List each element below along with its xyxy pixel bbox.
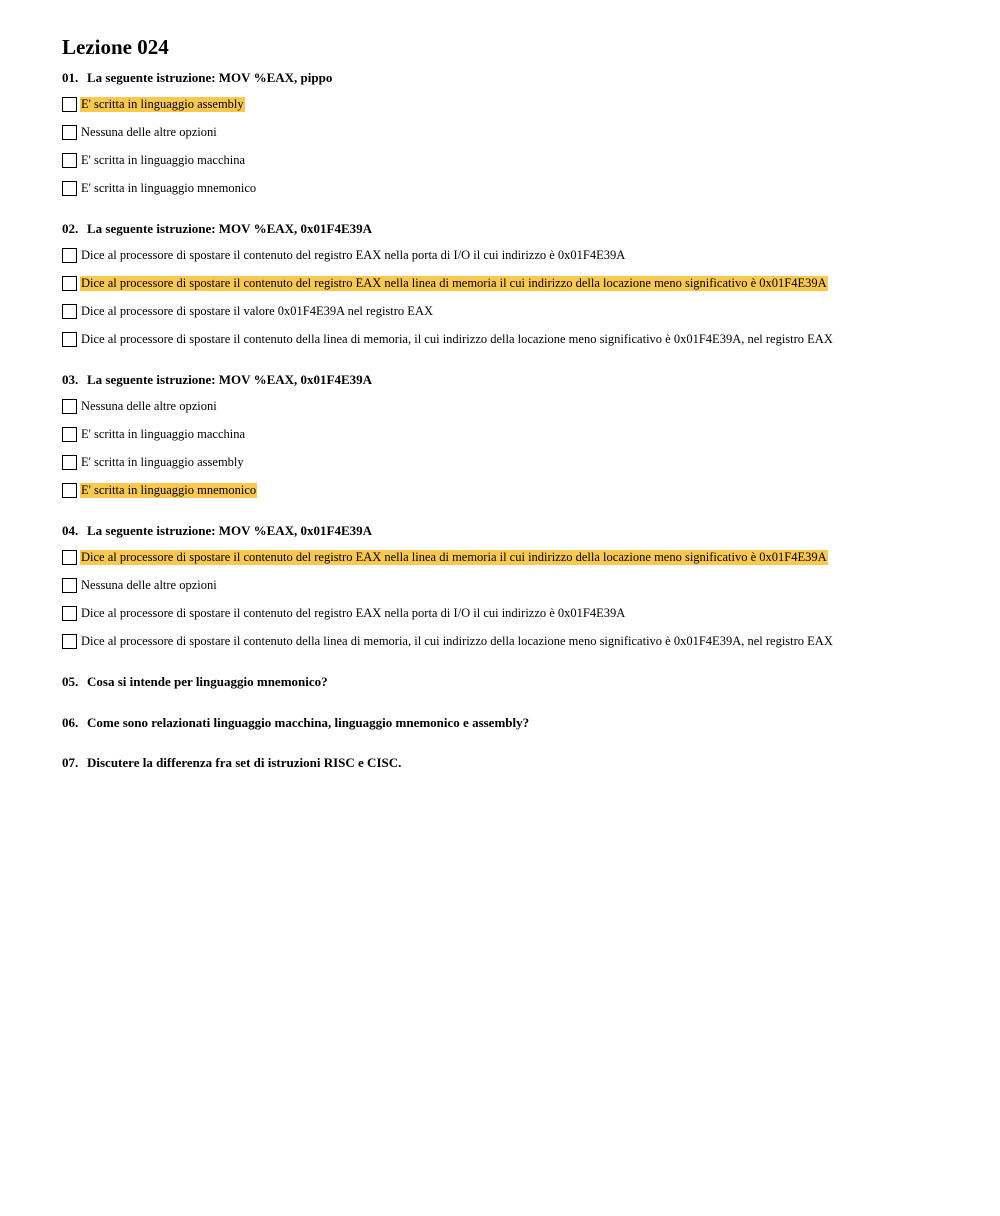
- checkbox[interactable]: [62, 399, 77, 414]
- checkbox[interactable]: [62, 455, 77, 470]
- option-text: E' scritta in linguaggio mnemonico: [81, 483, 257, 497]
- question-number: 01.: [62, 70, 79, 85]
- option-text: E' scritta in linguaggio macchina: [81, 153, 246, 167]
- option-text: Nessuna delle altre opzioni: [81, 578, 217, 592]
- option-text: Dice al processore di spostare il contenuto della linea di memoria, il cui indirizzo della locazione meno significativo è 0x01F4E39A, nel registro EAX: [81, 634, 833, 648]
- question-number: 06.: [62, 715, 79, 730]
- checkbox[interactable]: [62, 427, 77, 442]
- checkbox[interactable]: [62, 153, 77, 168]
- option-text: E' scritta in linguaggio assembly: [81, 97, 244, 111]
- question-heading: [62, 715, 529, 731]
- question-number: 07.: [62, 755, 79, 770]
- checkbox[interactable]: [62, 578, 77, 593]
- option-text: Nessuna delle altre opzioni: [81, 125, 217, 139]
- option-text: Dice al processore di spostare il contenuto del registro EAX nella porta di I/O il cui indirizzo è 0x01F4E39A: [81, 248, 626, 262]
- checkbox[interactable]: [62, 125, 77, 140]
- checkbox[interactable]: [62, 248, 77, 263]
- option-text: Dice al processore di spostare il contenuto del registro EAX nella linea di memoria il cui indirizzo della locazione meno significativo è 0x01F4E39A: [81, 276, 827, 290]
- question-heading: [62, 674, 328, 690]
- question-heading: [62, 70, 332, 86]
- option-text: Nessuna delle altre opzioni: [81, 399, 217, 413]
- checkbox[interactable]: [62, 634, 77, 649]
- option-text: Dice al processore di spostare il contenuto del registro EAX nella linea di memoria il cui indirizzo della locazione meno significativo è 0x01F4E39A: [81, 550, 827, 564]
- checkbox[interactable]: [62, 483, 77, 498]
- checkbox[interactable]: [62, 332, 77, 347]
- option-text: E' scritta in linguaggio mnemonico: [81, 181, 257, 195]
- question-text: La seguente istruzione: MOV %EAX, 0x01F4E39A: [87, 523, 373, 538]
- option-text: Dice al processore di spostare il valore 0x01F4E39A nel registro EAX: [81, 304, 433, 318]
- question-number: 03.: [62, 372, 79, 387]
- lesson-title: Lezione 024: [62, 35, 169, 59]
- question-heading: [62, 523, 372, 539]
- question-text: Discutere la differenza fra set di istruzioni RISC e CISC.: [87, 755, 402, 770]
- question-text: Cosa si intende per linguaggio mnemonico?: [87, 674, 328, 689]
- question-heading: [62, 372, 372, 388]
- checkbox[interactable]: [62, 181, 77, 196]
- checkbox[interactable]: [62, 97, 77, 112]
- question-heading: [62, 755, 401, 771]
- question-text: La seguente istruzione: MOV %EAX, 0x01F4E39A: [87, 372, 373, 387]
- question-number: 02.: [62, 221, 79, 236]
- question-heading: [62, 221, 372, 237]
- checkbox[interactable]: [62, 276, 77, 291]
- option-text: E' scritta in linguaggio assembly: [81, 455, 244, 469]
- question-number: 05.: [62, 674, 79, 689]
- checkbox[interactable]: [62, 550, 77, 565]
- checkbox[interactable]: [62, 304, 77, 319]
- checkbox[interactable]: [62, 606, 77, 621]
- question-text: La seguente istruzione: MOV %EAX, 0x01F4E39A: [87, 221, 373, 236]
- option-text: Dice al processore di spostare il contenuto della linea di memoria, il cui indirizzo della locazione meno significativo è 0x01F4E39A, nel registro EAX: [81, 332, 833, 346]
- question-text: La seguente istruzione: MOV %EAX, pippo: [87, 70, 333, 85]
- question-number: 04.: [62, 523, 79, 538]
- question-text: Come sono relazionati linguaggio macchina, linguaggio mnemonico e assembly?: [87, 715, 530, 730]
- option-text: Dice al processore di spostare il contenuto del registro EAX nella porta di I/O il cui indirizzo è 0x01F4E39A: [81, 606, 626, 620]
- option-text: E' scritta in linguaggio macchina: [81, 427, 246, 441]
